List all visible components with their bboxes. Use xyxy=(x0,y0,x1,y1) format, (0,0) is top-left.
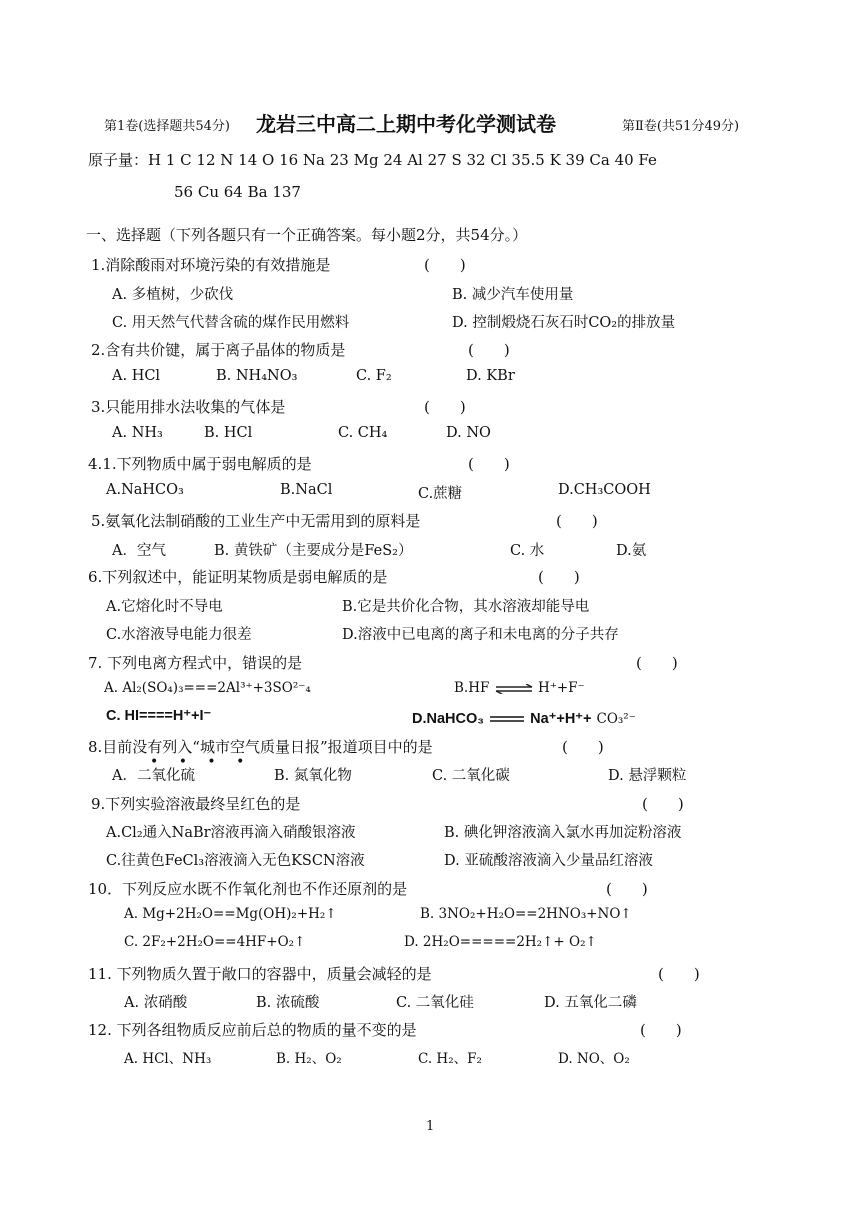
question-1-stem: 1.消除酸雨对环境污染的有效措施是 xyxy=(91,256,331,274)
q4-option-c: C.蔗糖 xyxy=(418,486,463,502)
q9-option-a: A.Cl₂通入NaBr溶液再滴入硝酸银溶液 xyxy=(106,825,356,841)
q8-option-a: A．二氧化硫 xyxy=(112,768,195,784)
emphasis-dots: • • • • xyxy=(150,754,253,770)
q4-option-a: A.NaHCO₃ xyxy=(106,482,184,498)
question-11-answer-paren: ( ) xyxy=(658,965,700,983)
q1-option-c: C. 用天然气代替含硫的煤作民用燃料 xyxy=(112,315,350,331)
question-7-answer-paren: ( ) xyxy=(636,654,678,672)
question-10-answer-paren: ( ) xyxy=(606,880,648,898)
question-4-answer-paren: ( ) xyxy=(468,455,510,473)
exam-title: 龙岩三中高二上期中考化学测试卷 xyxy=(256,112,556,136)
q7-option-b-rhs: H⁺+F⁻ xyxy=(537,680,585,696)
question-7-stem: 7. 下列电离方程式中，错误的是 xyxy=(88,654,303,672)
q11-option-c: C. 二氧化硅 xyxy=(396,995,474,1011)
q1-option-d: D. 控制煅烧石灰石时CO₂的排放量 xyxy=(452,315,676,331)
q8-option-b: B. 氮氧化物 xyxy=(274,768,352,784)
q6-option-d: D.溶液中已电离的离子和未电离的分子共存 xyxy=(342,627,619,643)
q8-option-c: C. 二氧化碳 xyxy=(432,768,510,784)
part2-label: 第Ⅱ卷(共51分49分) xyxy=(622,119,740,134)
q5-option-d: D.氨 xyxy=(616,543,647,559)
q10-option-c: C. 2F₂+2H₂O==4HF+O₂↑ xyxy=(124,934,306,950)
q7-option-d-lhs: D.NaHCO₃ xyxy=(412,711,484,727)
atomic-masses-line1: 原子量：H 1 C 12 N 14 O 16 Na 23 Mg 24 Al 27 S 32 Cl 35.5 K 39 Ca 40 Fe xyxy=(88,151,657,169)
q7-option-b-lhs: B.HF xyxy=(454,680,490,696)
part1-label: 第1卷(选择题共54分) xyxy=(104,119,230,134)
question-4-stem: 4.1.下列物质中属于弱电解质的是 xyxy=(88,455,312,473)
question-11-stem: 11. 下列物质久置于敞口的容器中，质量会减轻的是 xyxy=(88,965,432,983)
q7-option-a: A. Al₂(SO₄)₃===2Al³⁺+3SO²⁻₄ xyxy=(104,680,311,696)
q7-option-d xyxy=(412,708,636,727)
q5-option-b: B. 黄铁矿（主要成分是FeS₂） xyxy=(214,543,413,559)
q7-option-d-carbonate: CO₃²⁻ xyxy=(596,711,636,727)
q12-option-b: B. H₂、O₂ xyxy=(276,1051,342,1067)
question-2-answer-paren: ( ) xyxy=(468,341,510,359)
question-12-stem: 12. 下列各组物质反应前后总的物质的量不变的是 xyxy=(88,1021,417,1039)
q4-option-b: B.NaCl xyxy=(280,482,333,498)
q9-option-b: B. 碘化钾溶液滴入氯水再加淀粉溶液 xyxy=(444,825,682,841)
question-8-answer-paren: ( ) xyxy=(562,738,604,756)
question-1-answer-paren: ( ) xyxy=(424,256,466,274)
section-heading: 一、选择题（下列各题只有一个正确答案。每小题2分，共54分。） xyxy=(86,226,528,244)
q2-option-a: A. HCl xyxy=(112,368,161,384)
q11-option-a: A. 浓硝酸 xyxy=(124,995,188,1011)
q2-option-c: C. F₂ xyxy=(356,368,392,384)
q12-option-a: A. HCl、NH₃ xyxy=(124,1051,212,1067)
q2-option-b: B. NH₄NO₃ xyxy=(216,368,298,384)
q9-option-c: C.往黄色FeCl₃溶液滴入无色KSCN溶液 xyxy=(106,853,365,869)
q7-option-d-rhs: Na⁺+H⁺+ xyxy=(530,711,592,727)
question-12-answer-paren: ( ) xyxy=(640,1021,682,1039)
q6-option-c: C.水溶液导电能力很差 xyxy=(106,627,252,643)
q10-option-a: A. Mg+2H₂O==Mg(OH)₂+H₂↑ xyxy=(124,906,337,922)
q6-option-a: A.它熔化时不导电 xyxy=(106,599,223,615)
q8-option-d: D. 悬浮颗粒 xyxy=(608,768,687,784)
q1-option-b: B. 减少汽车使用量 xyxy=(452,287,574,303)
question-3-answer-paren: ( ) xyxy=(424,398,466,416)
q7-option-b xyxy=(454,680,585,696)
question-10-stem: 10．下列反应水既不作氧化剂也不作还原剂的是 xyxy=(88,880,408,898)
page-number: 1 xyxy=(426,1119,435,1134)
q5-option-c: C. 水 xyxy=(510,543,545,559)
question-6-answer-paren: ( ) xyxy=(538,568,580,586)
q11-option-b: B. 浓硫酸 xyxy=(256,995,320,1011)
q7-option-c: C. HI====H⁺+I⁻ xyxy=(106,708,212,724)
question-9-stem: 9.下列实验溶液最终呈红色的是 xyxy=(91,795,301,813)
question-6-stem: 6.下列叙述中，能证明某物质是弱电解质的是 xyxy=(88,568,388,586)
q10-option-d: D. 2H₂O=====2H₂↑+ O₂↑ xyxy=(404,934,597,950)
q4-option-d: D.CH₃COOH xyxy=(558,482,651,498)
q5-option-a: A．空气 xyxy=(112,543,166,559)
q6-option-b: B.它是共价化合物，其水溶液却能导电 xyxy=(342,599,590,615)
q3-option-a: A. NH₃ xyxy=(112,425,163,441)
q9-option-d: D. 亚硫酸溶液滴入少量品红溶液 xyxy=(444,853,653,869)
q3-option-d: D. NO xyxy=(446,425,491,441)
q1-option-a: A. 多植树，少砍伐 xyxy=(112,287,234,303)
q3-option-b: B. HCl xyxy=(204,425,253,441)
q12-option-c: C. H₂、F₂ xyxy=(418,1051,482,1067)
question-5-stem: 5.氨氧化法制硝酸的工业生产中无需用到的原料是 xyxy=(91,512,421,530)
q12-option-d: D. NO、O₂ xyxy=(558,1051,630,1067)
q10-option-b: B. 3NO₂+H₂O==2HNO₃+NO↑ xyxy=(420,906,632,922)
equals-arrow-icon xyxy=(489,715,525,723)
question-9-answer-paren: ( ) xyxy=(642,795,684,813)
reversible-arrow-icon xyxy=(494,684,534,694)
question-8-stem: 8.目前没有列入“城市空气质量日报”报道项目中的是 xyxy=(88,738,433,756)
atomic-masses-line2: 56 Cu 64 Ba 137 xyxy=(174,183,301,201)
q11-option-d: D. 五氧化二磷 xyxy=(544,995,637,1011)
q2-option-d: D. KBr xyxy=(466,368,515,384)
q3-option-c: C. CH₄ xyxy=(338,425,388,441)
question-3-stem: 3.只能用排水法收集的气体是 xyxy=(91,398,286,416)
question-2-stem: 2.含有共价键，属于离子晶体的物质是 xyxy=(91,341,346,359)
question-5-answer-paren: ( ) xyxy=(556,512,598,530)
